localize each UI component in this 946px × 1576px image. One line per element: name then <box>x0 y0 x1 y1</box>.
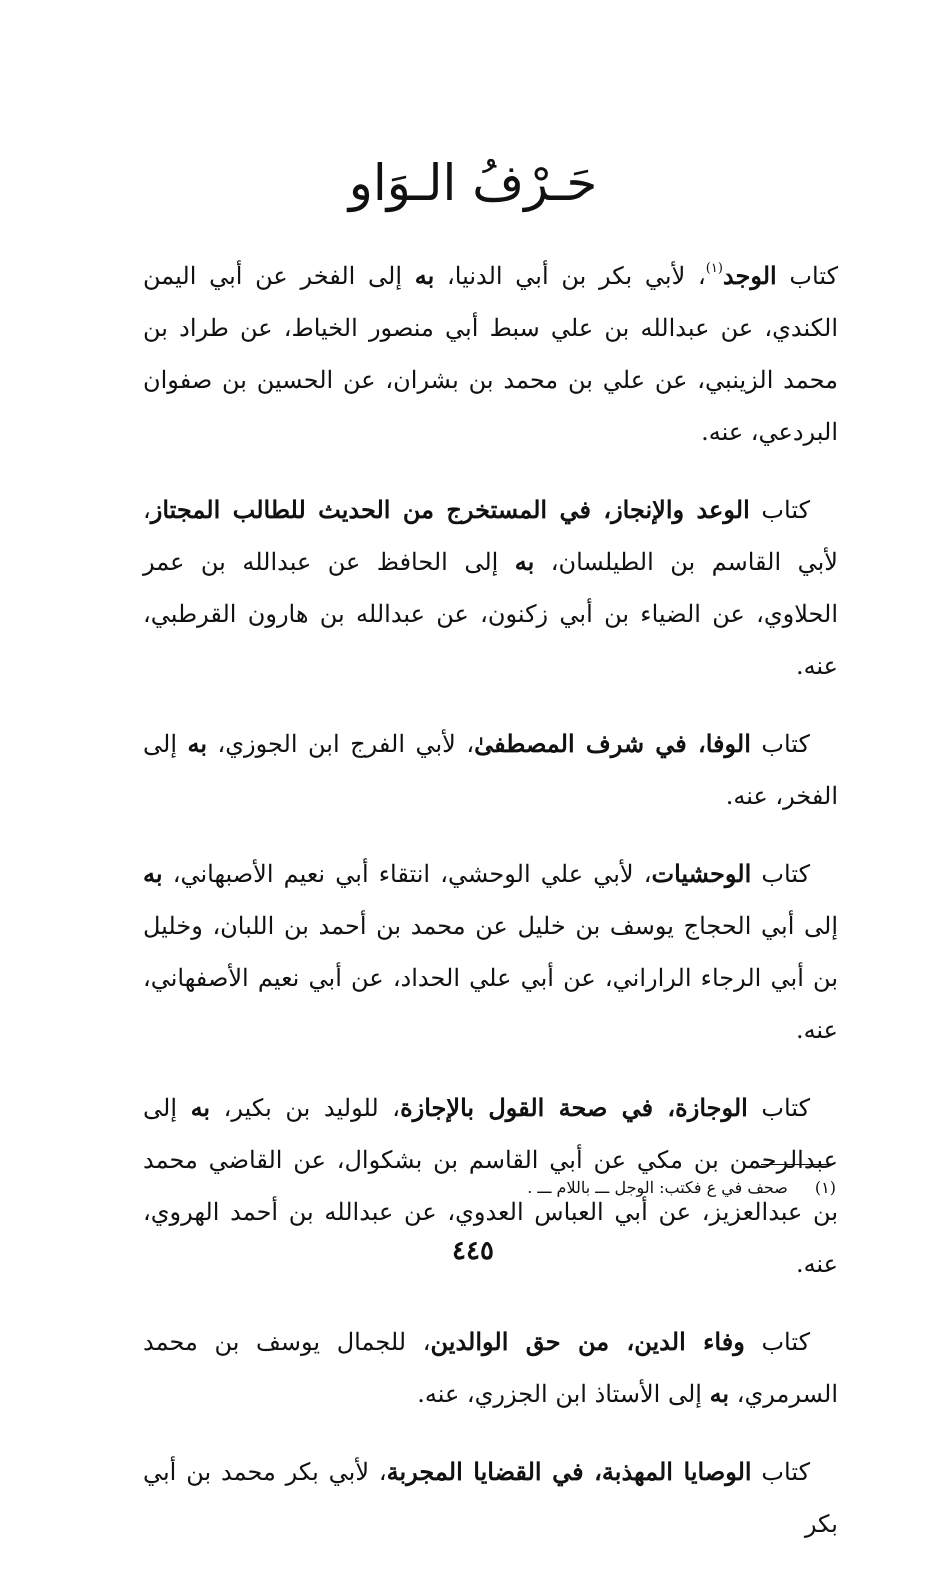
entry-paragraph <box>143 1316 838 1420</box>
entries-container <box>143 250 838 1576</box>
bold-text: به <box>187 729 208 758</box>
entry-paragraph <box>143 1446 838 1550</box>
footnote-separator <box>761 1164 833 1165</box>
entry-text: إلى عبدالرحمن بن مكي عن أبي القاسم بن بشكوال، عن القاضي محمد بن عبدالعزيز، عن أبي العباس العدوي، عن عبدالله بن أحمد الهروي، عنه. <box>143 1094 838 1278</box>
entry-text: ، لأبي القاسم بن الطيلسان، <box>143 496 838 576</box>
entry-text: ، لأبي بكر محمد بن أبي بكر <box>143 1458 838 1538</box>
bold-text: به <box>709 1379 730 1408</box>
entry-text: كتاب <box>776 262 839 290</box>
entry-text: إلى أبي الحجاج يوسف بن خليل عن محمد بن أحمد بن اللبان، وخليل بن أبي الرجاء الراراني، عن أبي علي الحداد، عن أبي نعيم الأصفهاني، عنه. <box>143 912 838 1044</box>
bold-text: به <box>143 859 163 888</box>
bold-text: الوصايا المهذبة، في القضايا المجربة <box>386 1457 752 1486</box>
bold-text: وفاء الدين، من حق الوالدين <box>430 1327 745 1356</box>
entry-text: ، للوليد بن بكير، <box>210 1094 401 1122</box>
bold-text: الوفا، في شرف المصطفىٰ <box>474 729 751 758</box>
chapter-title: حَـرْفُ الـوَاو <box>348 154 598 212</box>
entry-text: ، لأبي علي الوحشي، انتقاء أبي نعيم الأصبهاني، <box>162 860 652 888</box>
entry-text: ، للجمال يوسف بن محمد السرمري، <box>143 1328 838 1408</box>
entry-text: كتاب <box>749 496 810 524</box>
bold-text: به <box>190 1093 211 1122</box>
bold-text: به <box>514 547 535 576</box>
bold-text: الوجد <box>722 261 777 290</box>
entry-text: كتاب <box>744 1328 811 1356</box>
footnote-reference: (١) <box>705 261 723 276</box>
footnote-text: صحف في ع فكتب: الوجل ـــ باللام ـــ . <box>527 1178 788 1197</box>
page-number: ٤٤٥ <box>452 1236 494 1266</box>
entry-text: كتاب <box>751 860 810 888</box>
bold-text: الوحشيات <box>651 859 752 888</box>
footnote-number: (١) <box>814 1178 836 1197</box>
entry-text: إلى الفخر عن أبي اليمن الكندي، عن عبدالله بن علي سبط أبي منصور الخياط، عن طراد بن محمد الزينبي، عن علي بن محمد بن بشران، عن الحسين بن صفوان البردعي، عنه. <box>143 262 839 446</box>
bold-text: الوعد والإنجاز، في المستخرج من الحديث للطالب المجتاز <box>150 495 750 524</box>
entry-text: ، لأبي بكر بن أبي الدنيا، <box>434 262 706 290</box>
footnote <box>236 1174 836 1202</box>
entry-text: كتاب <box>750 730 810 758</box>
entry-paragraph <box>143 718 838 822</box>
entry-text: إلى الفخر، عنه. <box>143 730 838 810</box>
entry-paragraph <box>143 848 838 1056</box>
entry-paragraph <box>143 484 838 692</box>
entry-paragraph <box>143 250 838 458</box>
bold-text: الوجازة، في صحة القول بالإجازة <box>400 1093 748 1122</box>
entry-text: إلى الأستاذ ابن الجزري، عنه. <box>417 1380 710 1408</box>
entry-text: كتاب <box>747 1094 811 1122</box>
entry-text: ، لأبي الفرج ابن الجوزي، <box>207 730 475 758</box>
bold-text: به <box>414 261 435 290</box>
entry-text: كتاب <box>751 1458 811 1486</box>
entry-text: إلى الحافظ عن عبدالله بن عمر الحلاوي، عن الضياء بن أبي زكنون، عن عبدالله بن هارون القرطبي، عنه. <box>143 548 838 680</box>
